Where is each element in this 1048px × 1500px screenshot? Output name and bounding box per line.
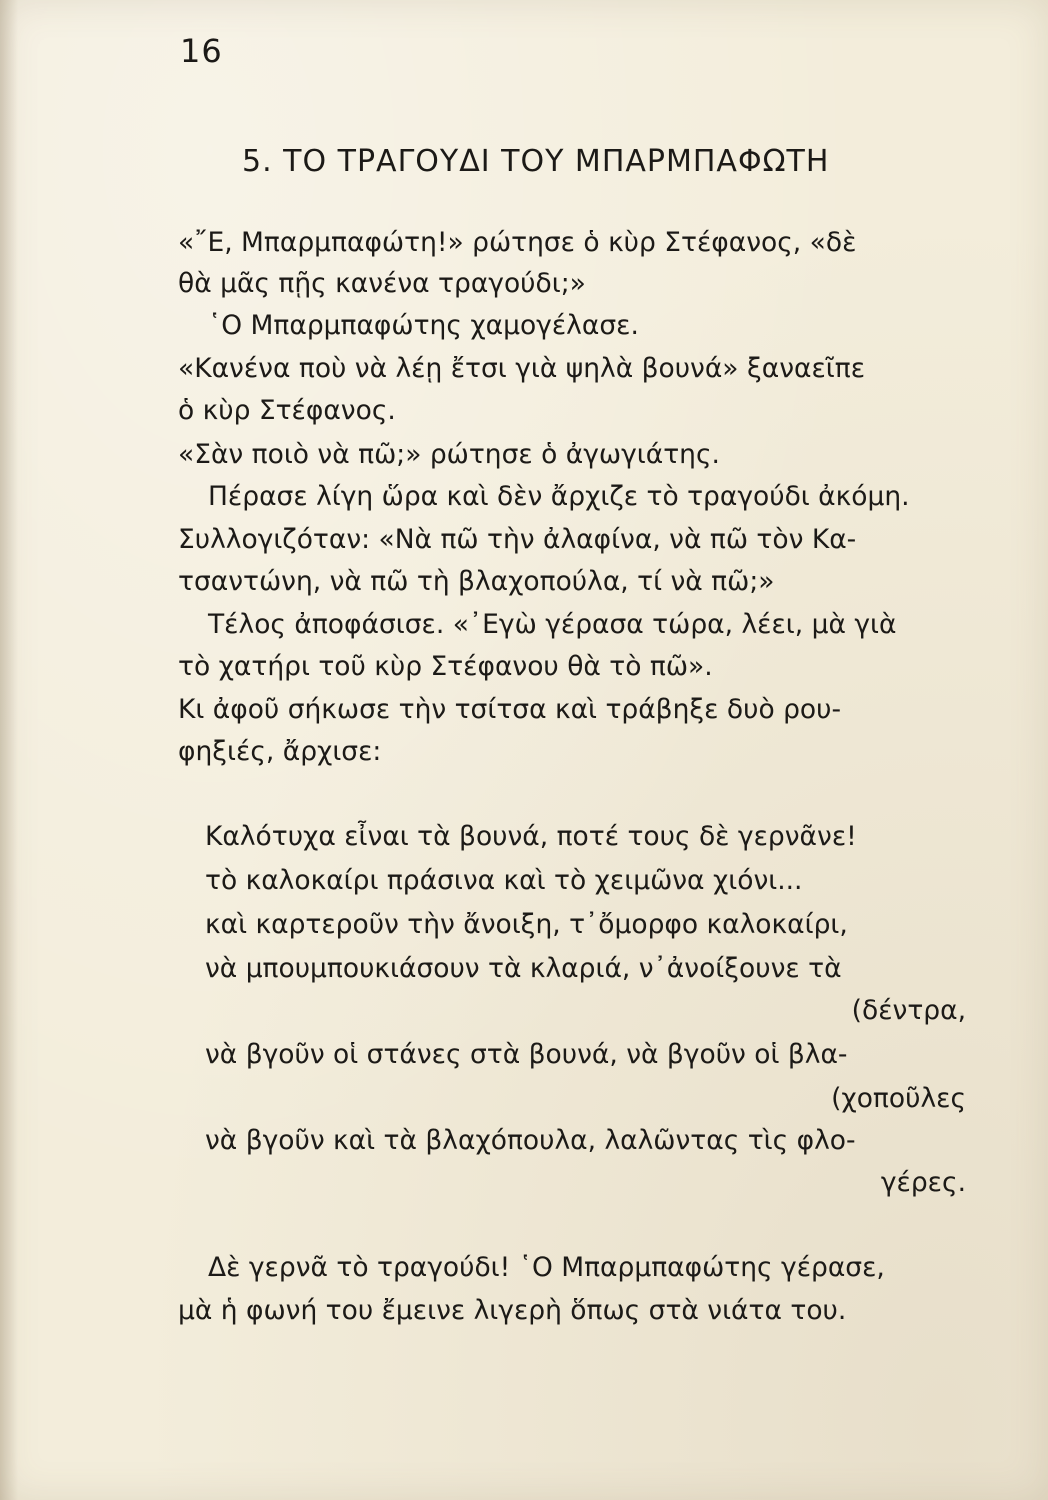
- song-line: νὰ βγοῦν οἱ στάνες στὰ βουνά, νὰ βγοῦν οἱ βλα-: [205, 1039, 848, 1070]
- song-line-continuation: (δέντρα,: [851, 995, 966, 1026]
- closing-line: μὰ ἡ φωνή του ἔμεινε λιγερὴ ὅπως στὰ νιάτα του.: [178, 1295, 847, 1326]
- closing-line: Δὲ γερνᾶ τὸ τραγούδι! ῾Ο Μπαρμπαφώτης γέρασε,: [208, 1252, 885, 1283]
- page-gutter-shadow: [0, 0, 18, 1500]
- prose-line: «Κανένα ποὺ νὰ λέῃ ἔτσι γιὰ ψηλὰ βουνά» ξαναεῖπε: [178, 353, 866, 384]
- song-line-continuation: γέρες.: [880, 1167, 966, 1198]
- prose-line: θὰ μᾶς πῇς κανένα τραγούδι;»: [178, 268, 586, 299]
- chapter-title: 5. ΤΟ ΤΡΑΓΟΥΔΙ ΤΟΥ ΜΠΑΡΜΠΑΦΩΤΗ: [242, 144, 830, 179]
- song-line: νὰ βγοῦν καὶ τὰ βλαχόπουλα, λαλῶντας τὶς φλο-: [205, 1125, 856, 1156]
- song-line: τὸ καλοκαίρι πράσινα καὶ τὸ χειμῶνα χιόνι...: [205, 865, 803, 896]
- song-line: καὶ καρτεροῦν τὴν ἄνοιξη, τ᾿ὄμορφο καλοκαίρι,: [205, 909, 848, 940]
- prose-line: Κι ἀφοῦ σήκωσε τὴν τσίτσα καὶ τράβηξε δυὸ ρου-: [178, 694, 842, 725]
- prose-line: Τέλος ἀποφάσισε. «᾿Εγὼ γέρασα τώρα, λέει, μὰ γιὰ: [208, 609, 897, 640]
- song-line: Καλότυχα εἶναι τὰ βουνά, ποτέ τους δὲ γερνᾶνε!: [205, 821, 857, 852]
- prose-line: Συλλογιζόταν: «Νὰ πῶ τὴν ἀλαφίνα, νὰ πῶ τὸν Κα-: [178, 524, 857, 555]
- page-number: 16: [180, 32, 223, 70]
- prose-line: τὸ χατήρι τοῦ κὺρ Στέφανου θὰ τὸ πῶ».: [178, 651, 713, 682]
- prose-line: «Σὰν ποιὸ νὰ πῶ;» ρώτησε ὁ ἀγωγιάτης.: [178, 439, 720, 470]
- prose-line: Πέρασε λίγη ὥρα καὶ δὲν ἄρχιζε τὸ τραγούδι ἀκόμη.: [208, 481, 910, 512]
- song-line: νὰ μπουμπουκιάσουν τὰ κλαριά, ν᾿ἀνοίξουνε τὰ: [205, 953, 842, 984]
- song-line-continuation: (χοποῦλες: [831, 1083, 966, 1114]
- prose-line: φηξιές, ἄρχισε:: [178, 736, 382, 767]
- prose-line: ῾Ο Μπαρμπαφώτης χαμογέλασε.: [208, 310, 639, 341]
- prose-line: ὁ κὺρ Στέφανος.: [178, 395, 396, 426]
- prose-line: «῎Ε, Μπαρμπαφώτη!» ρώτησε ὁ κὺρ Στέφανος, «δὲ: [178, 227, 857, 258]
- prose-line: τσαντώνη, νὰ πῶ τὴ βλαχοπούλα, τί νὰ πῶ;»: [178, 566, 775, 597]
